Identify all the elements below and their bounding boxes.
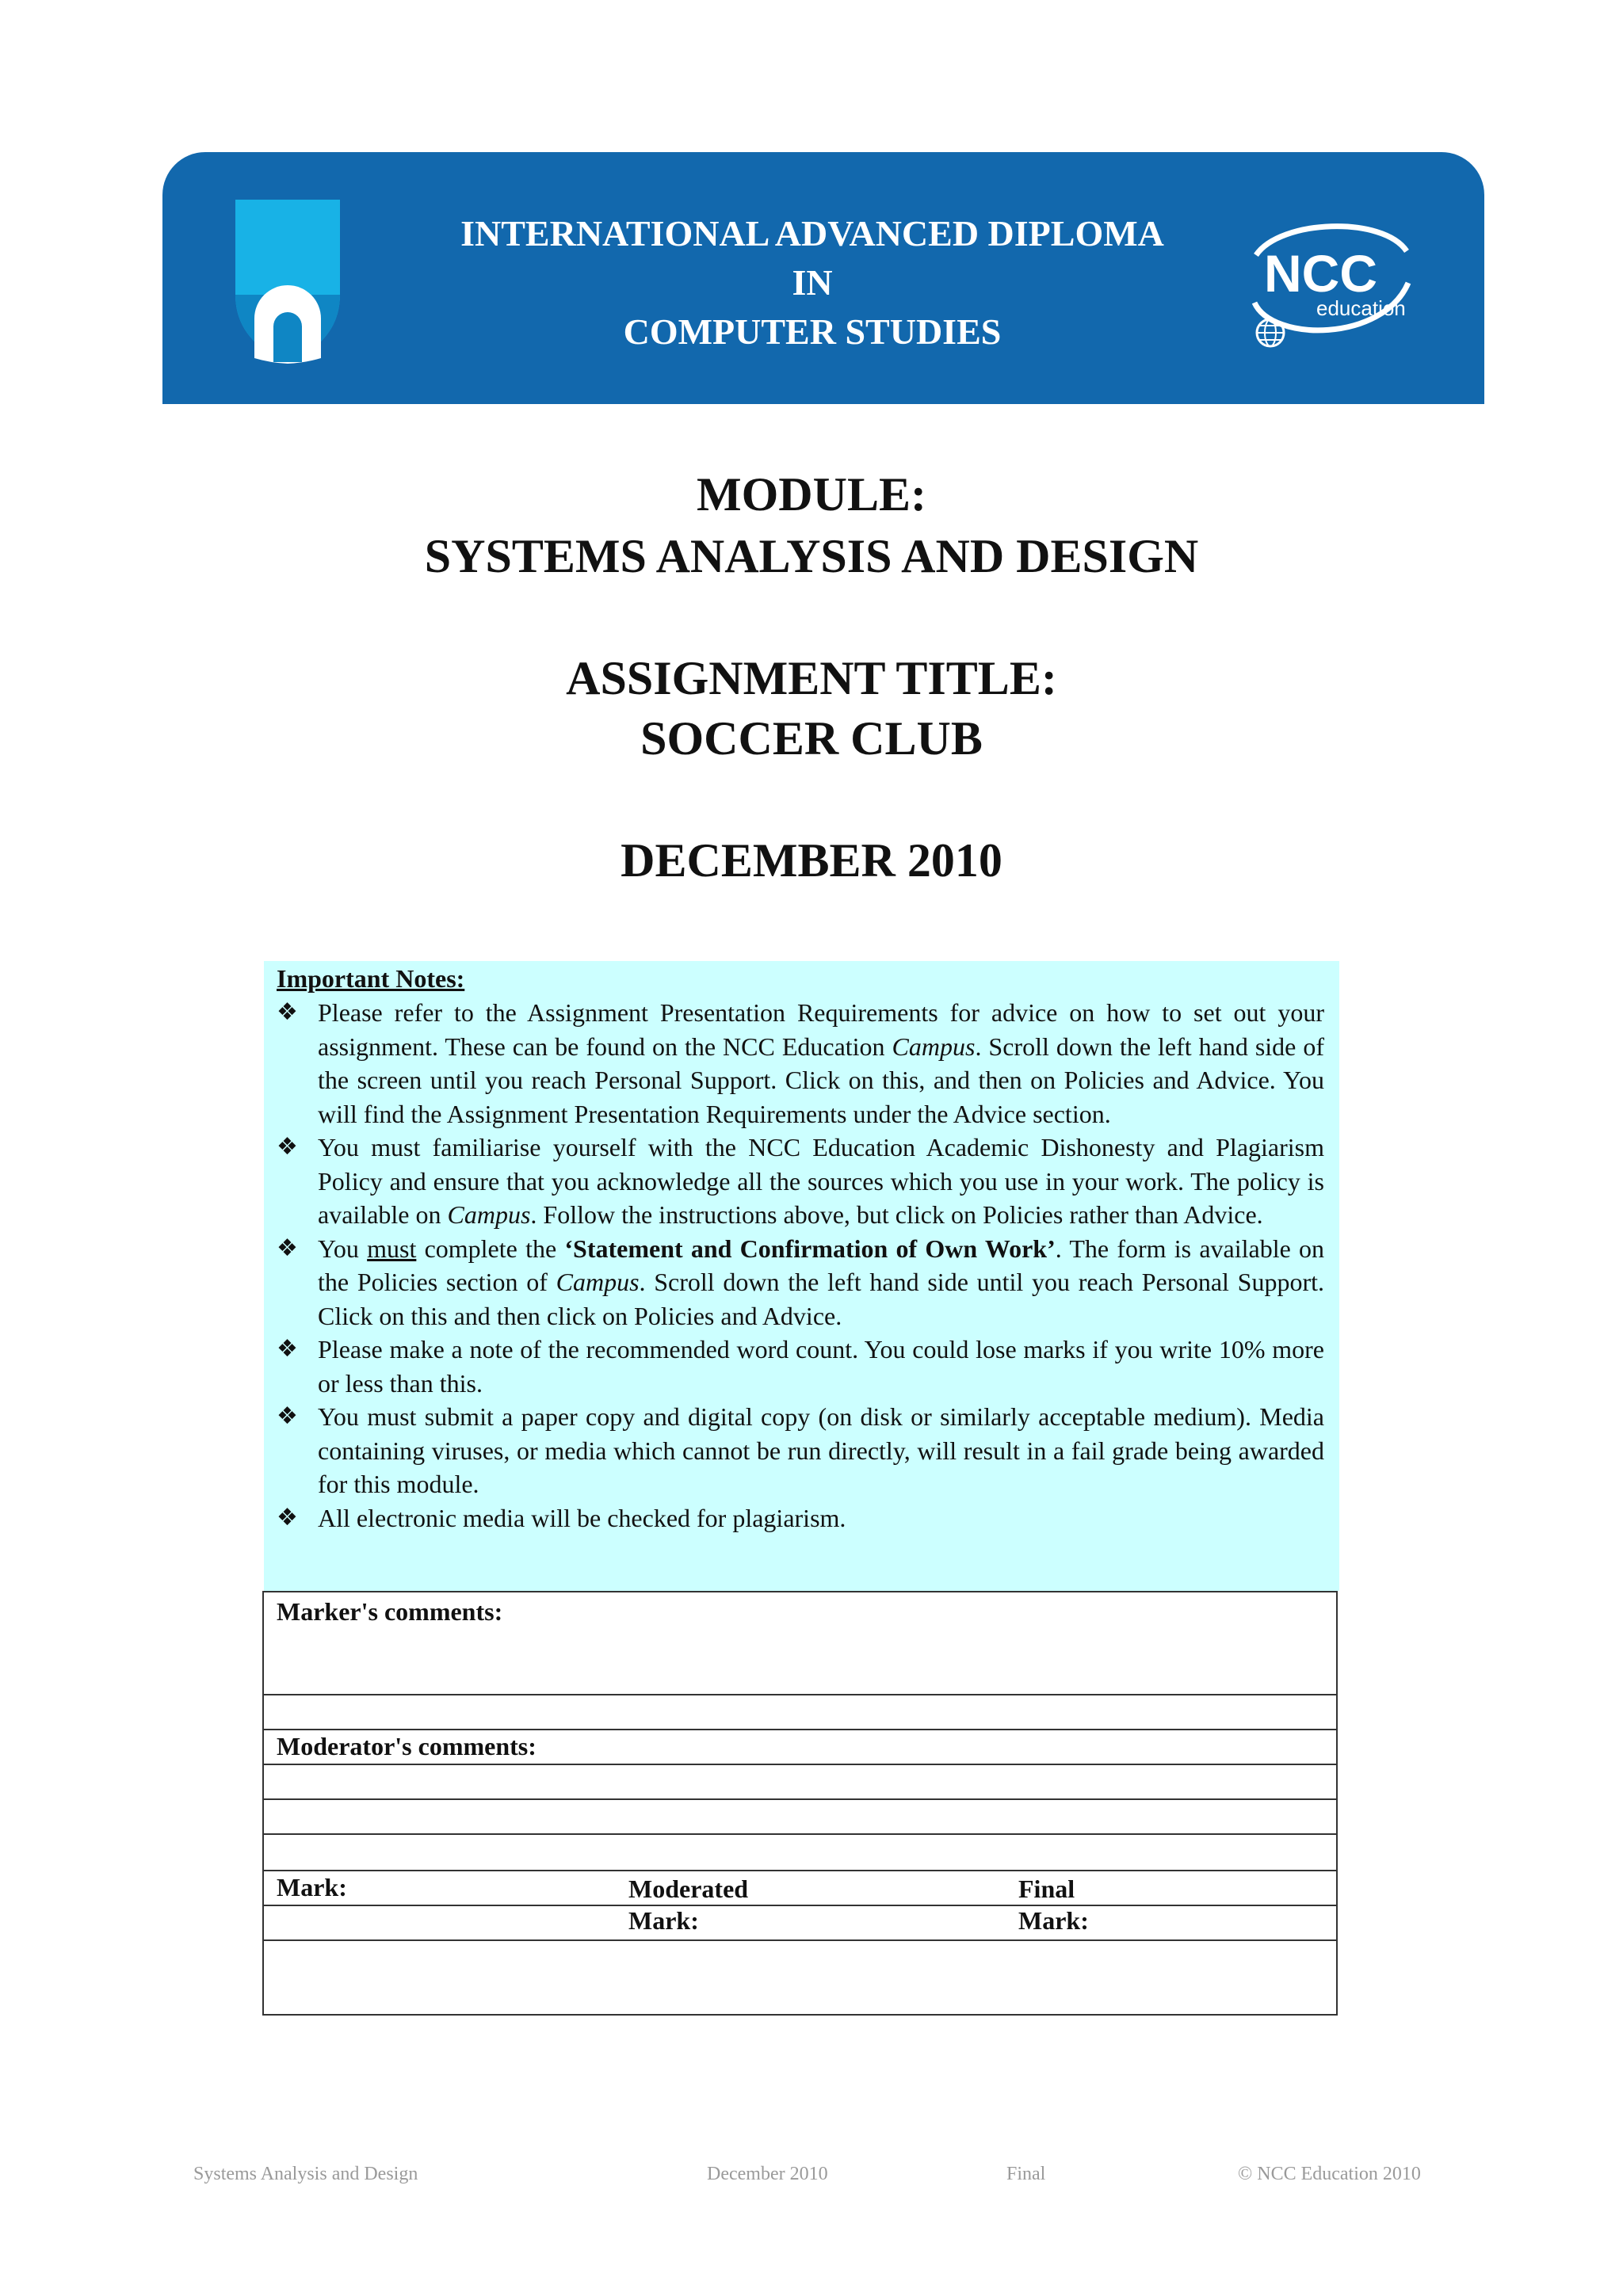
mark-header-row-2 <box>262 1906 1338 1941</box>
diamond-bullet-icon: ❖ <box>277 998 298 1026</box>
final-label-line-2: Mark: <box>1018 1906 1089 1935</box>
module-label: MODULE: <box>697 468 926 521</box>
notes-list <box>277 996 1324 1535</box>
note-text: You <box>318 1234 368 1263</box>
final-label-line-1: Final <box>1018 1875 1075 1903</box>
assignment-name: SOCCER CLUB <box>640 712 983 765</box>
moderator-comments-line[interactable] <box>262 1765 1338 1800</box>
mark-label: Mark: <box>277 1873 347 1901</box>
assignment-label: ASSIGNMENT TITLE: <box>566 652 1057 704</box>
ncc-logo-text: NCC <box>1264 244 1377 303</box>
footer-date: December 2010 <box>707 2164 828 2184</box>
note-text: Please refer to the Assignment Presentation Requirements for advice on how to set out your assignment. These can be found on the NCC Education <box>318 998 1324 1061</box>
banner-title <box>400 209 1224 357</box>
marker-comments-line[interactable] <box>262 1695 1338 1730</box>
campus-term: Campus <box>892 1032 976 1061</box>
note-text: Please make a note of the recommended word count. You could lose marks if you write 10% more or less than this. <box>318 1335 1324 1398</box>
note-text: complete the <box>416 1234 565 1263</box>
moderator-comments-line[interactable] <box>262 1800 1338 1835</box>
important-notes-box <box>264 961 1339 1591</box>
footer-status: Final <box>1006 2164 1046 2184</box>
banner-title-line-2: IN <box>792 262 833 303</box>
note-text: . The form is available on the Policies section of <box>318 1234 1325 1296</box>
globe-icon <box>1257 319 1284 346</box>
assignment-date: DECEMBER 2010 <box>621 834 1002 887</box>
ncc-education-logo <box>1224 208 1423 350</box>
diamond-bullet-icon: ❖ <box>277 1402 298 1430</box>
diamond-bullet-icon: ❖ <box>277 1503 298 1531</box>
moderator-comments-row[interactable] <box>262 1730 1338 1765</box>
diamond-bullet-icon: ❖ <box>277 1133 298 1161</box>
note-text: . Scroll down the left hand side of the screen until you reach Personal Support. Click on this, and then on Policies and Advice. You will find the Assignment Presentation Requirements under the Advice section. <box>318 1032 1325 1128</box>
marker-comments-row[interactable] <box>262 1591 1338 1695</box>
statement-form-name: ‘Statement and Confirmation of Own Work’ <box>564 1234 1056 1263</box>
footer-module: Systems Analysis and Design <box>193 2164 418 2184</box>
notes-heading: Important Notes: <box>277 964 465 993</box>
marker-comments-label: Marker's comments: <box>277 1597 503 1626</box>
diamond-bullet-icon: ❖ <box>277 1335 298 1363</box>
moderated-label-line-1: Moderated <box>628 1875 749 1903</box>
note-item <box>277 1501 1324 1535</box>
note-text: . Scroll down the left hand side until you reach Personal Support. Click on this and then click on Policies and Advice. <box>318 1268 1325 1330</box>
ncc-logo-subtext: education <box>1316 296 1406 320</box>
campus-term: Campus <box>556 1268 640 1296</box>
note-item <box>277 996 1324 1131</box>
note-item <box>277 1131 1324 1232</box>
diamond-bullet-icon: ❖ <box>277 1234 298 1262</box>
note-item <box>277 1232 1324 1333</box>
emphasis-must: must <box>367 1234 417 1263</box>
note-item <box>277 1400 1324 1501</box>
note-text: You must submit a paper copy and digital copy (on disk or similarly acceptable medium). Media containing viruses, or media which cannot be run directly, will result in a fail grade being awarded for this module. <box>318 1402 1324 1498</box>
banner-title-line-1: INTERNATIONAL ADVANCED DIPLOMA <box>460 213 1164 254</box>
shield-logo-icon <box>232 200 343 366</box>
banner-title-line-3: COMPUTER STUDIES <box>623 311 1002 352</box>
moderated-label-line-2: Mark: <box>628 1906 699 1935</box>
mark-header-row <box>262 1871 1338 1906</box>
note-text: . Follow the instructions above, but click on Policies rather than Advice. <box>530 1200 1263 1229</box>
campus-term: Campus <box>447 1200 531 1229</box>
moderator-comments-label: Moderator's comments: <box>277 1732 537 1760</box>
note-text: All electronic media will be checked for plagiarism. <box>318 1503 846 1532</box>
footer-copyright: © NCC Education 2010 <box>1238 2164 1421 2184</box>
mark-entry-row[interactable] <box>262 1941 1338 2016</box>
note-item <box>277 1333 1324 1400</box>
spacer-row <box>262 1835 1338 1871</box>
note-text: You must familiarise yourself with the NCC Education Academic Dishonesty and Plagiarism Policy and ensure that you acknowledge all the sources which you use in your work. The policy is available on <box>318 1133 1324 1229</box>
module-name: SYSTEMS ANALYSIS AND DESIGN <box>424 530 1199 582</box>
header-banner <box>162 152 1484 404</box>
marking-table <box>262 1591 1338 2016</box>
